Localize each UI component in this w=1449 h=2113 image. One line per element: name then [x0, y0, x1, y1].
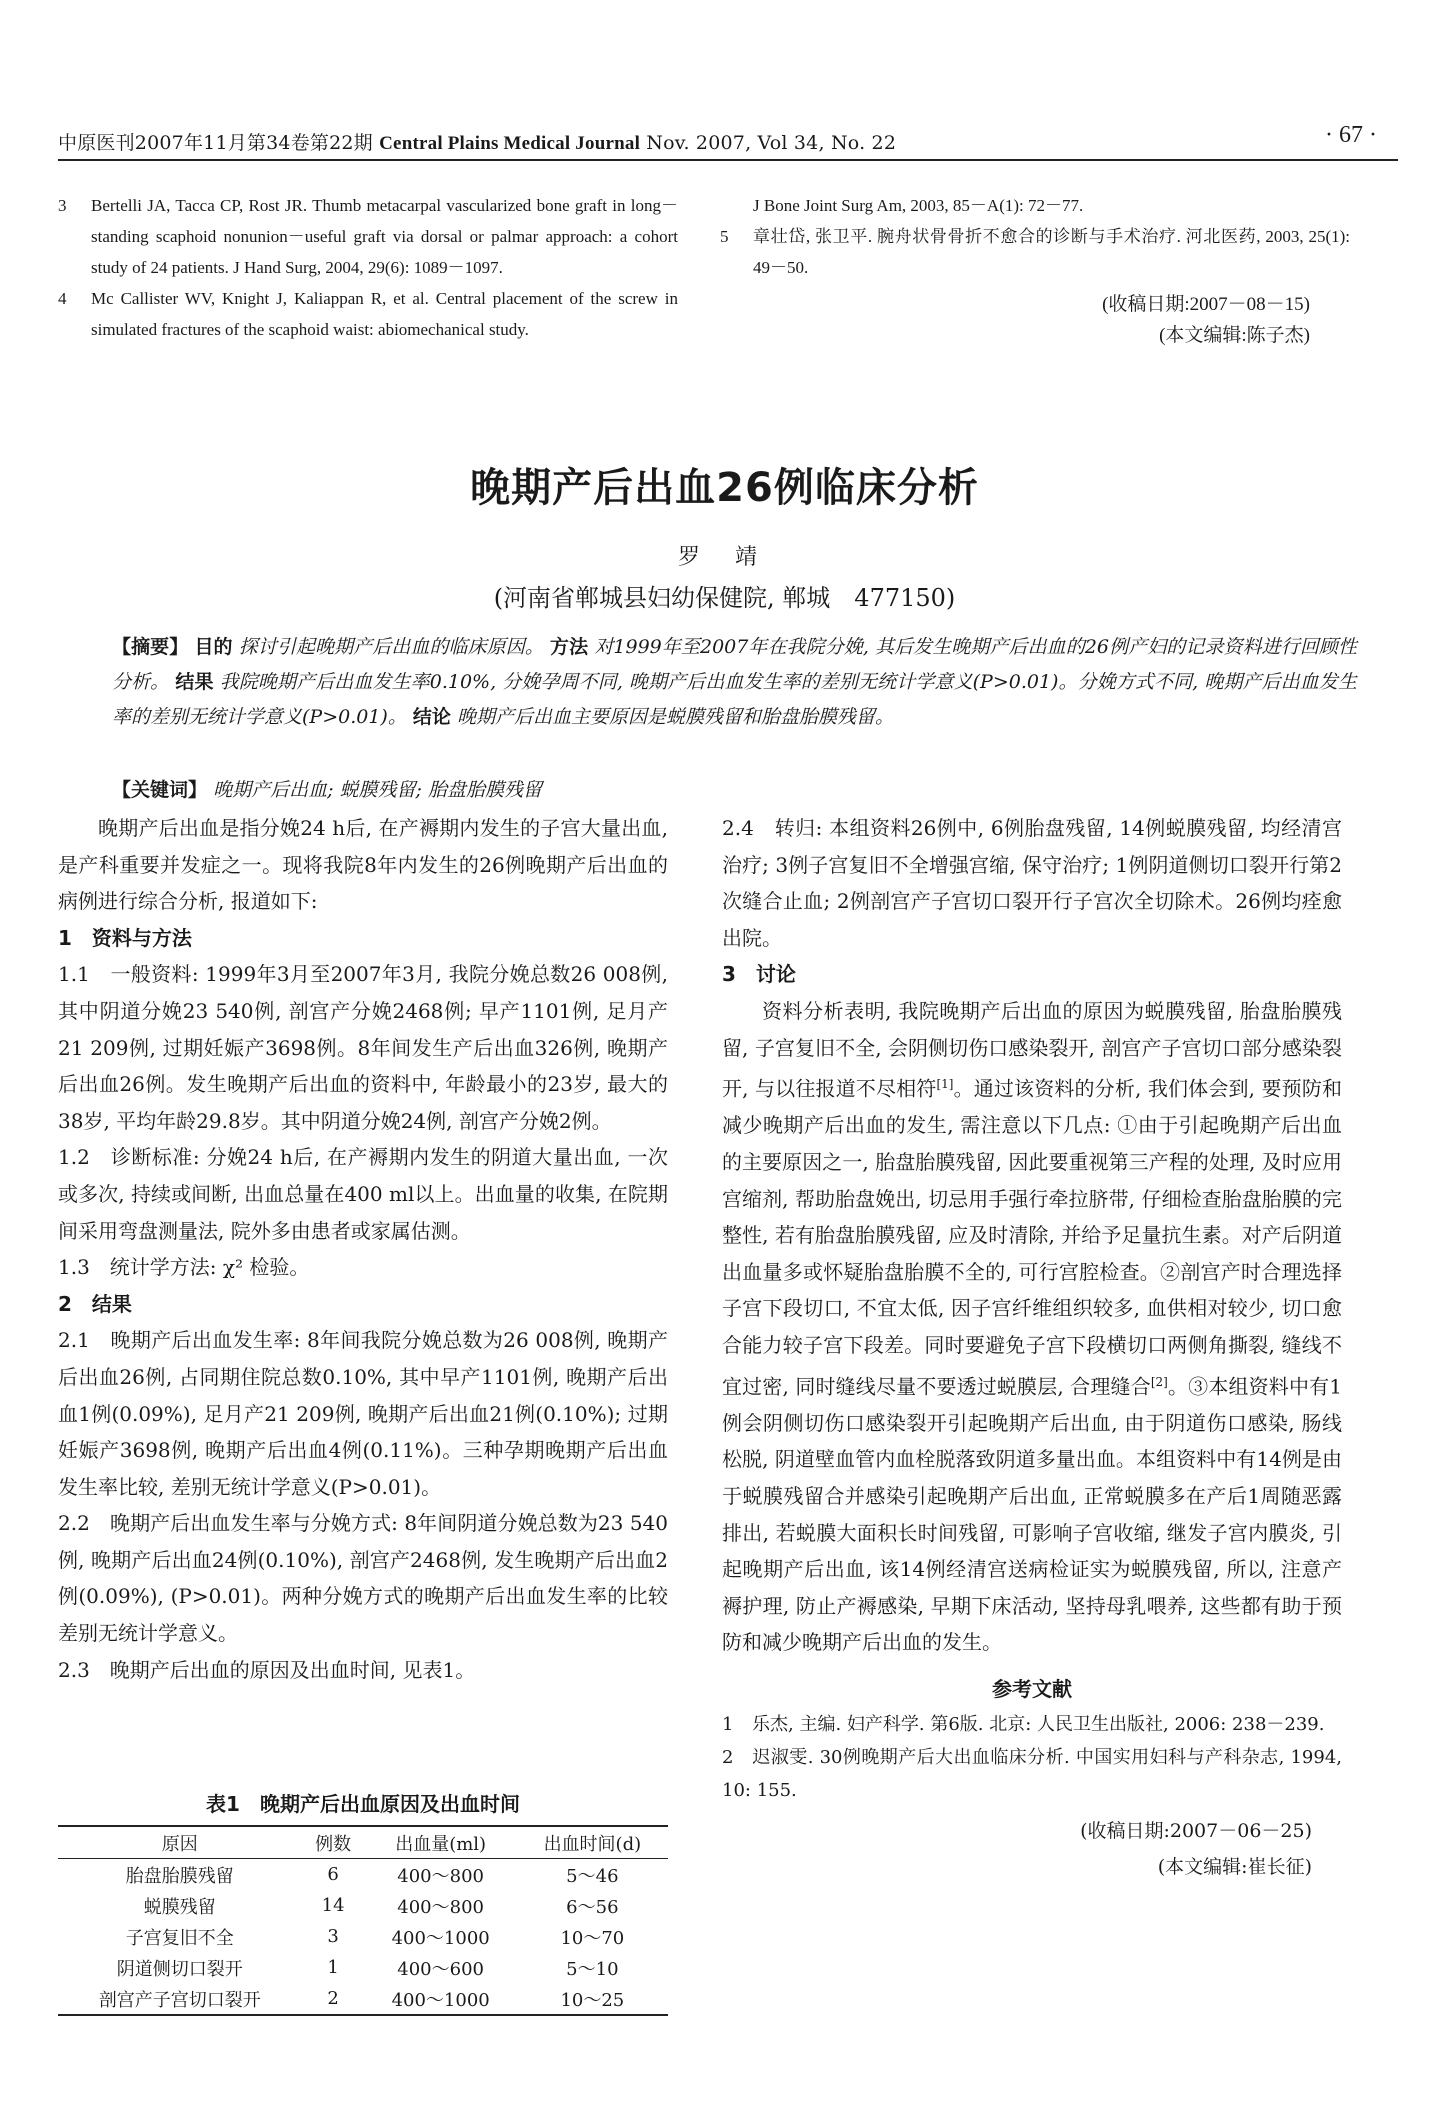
- keywords-label: 【关键词】: [112, 779, 208, 801]
- discussion-paragraph: 资料分析表明, 我院晚期产后出血的原因为蜕膜残留, 胎盘胎膜残留, 子宫复旧不全, 会阴侧切伤口感染裂开, 剖宫产子宫切口部分感染裂开, 与以往报道不尽相符[1]。通过该资料的分析, 我们体会到, 要预防和减少晚期产后出血的发生, 需注意以下几点: ①由于引起晚期产后出血的主要原因之一, 胎盘胎膜残留, 因此要重视第三产程的处理, 及时应用宫缩剂, 帮助胎盘娩出, 切忌用手强行牵拉脐带, 仔细检查胎盘胎膜的完整性, 若有胎盘胎膜残留, 应及时清除, 并给予足量抗生素。对产后阴道出血量多或怀疑胎盘胎膜不全的, 可行宫腔检查。②剖宫产时合理选择子宫下段切口, 不宜太低, 因子宫纤维组织较多, 血供相对较少, 切口愈合能力较子宫下段差。同时要避免子宫下段横切口两侧角撕裂, 缝线不宜过密, 同时缝线尽量不要透过蜕膜层, 合理缝合[2]。③本组资料中有1例会阴侧切伤口感染裂开引起晚期产后出血, 由于阴道伤口感染, 肠线松脱, 阴道壁血管内血栓脱落致阴道多量出血。本组资料中有14例是由于蜕膜残留合并感染引起晚期产后出血, 正常蜕膜多在产后1周随恶露排出, 若蜕膜大面积长时间残留, 可影响子宫收缩, 继发子宫内膜炎, 引起晚期产后出血, 该14例经清宫送病检证实为蜕膜残留, 所以, 注意产褥护理, 防止产褥感染, 早期下床活动, 坚持母乳喂养, 这些都有助于预防和减少晚期产后出血的发生。: [722, 998, 1342, 1655]
- abstract-methods-label: 方法: [550, 636, 589, 658]
- paragraph-2-3: 2.3 晚期产后出血的原因及出血时间, 见表1。: [58, 1657, 476, 1682]
- article-affiliation: (河南省郸城县妇幼保健院, 郸城 477150): [493, 584, 956, 612]
- keywords-text: 晚期产后出血; 蜕膜残留; 胎盘胎膜残留: [213, 779, 542, 801]
- journal-cn: 中原医刊2007年11月第34卷第22期: [58, 132, 373, 154]
- abstract-methods: 对1999年至2007年在我院分娩, 其后发生晚期产后出血的26例产妇的记录资料进行回顾性分析。: [112, 636, 1357, 693]
- paragraph-2-2: 2.2 晚期产后出血发生率与分娩方式: 8年间阴道分娩总数为23 540例, 晚期产后出血24例(0.10%), 剖宫产2468例, 发生晚期产后出血2例(0.09%), (P>0.01)。两种分娩方式的晚期产后出血发生率的比较差别无统计学意义。: [58, 1511, 668, 1646]
- page-number: · 67 ·: [1325, 122, 1377, 148]
- prev-refs-right: [720, 190, 1350, 351]
- table-cell: 6～56: [566, 1896, 619, 1918]
- table-cell: 400～1000: [391, 1989, 490, 2011]
- table-cell: 2: [327, 1988, 339, 2009]
- table-cell: 400～800: [397, 1896, 484, 1918]
- citation-1: [1]: [936, 1077, 954, 1092]
- table-row: [58, 1890, 668, 1921]
- received-date: (收稿日期:2007－06－25): [1080, 1819, 1312, 1842]
- abstract-objective-label: 目的: [194, 636, 233, 658]
- intro-paragraph: 晚期产后出血是指分娩24 h后, 在产褥期内发生的子宫大量出血, 是产科重要并发症之一。现将我院8年内发生的26例晚期产后出血的病例进行综合分析, 报道如下:: [58, 816, 668, 914]
- data-table: [58, 1825, 668, 2016]
- table-row: [58, 1983, 668, 2015]
- abstract-results-label: 结果: [175, 671, 214, 693]
- prev-refs-left: [58, 190, 678, 345]
- citation-2: [2]: [1150, 1374, 1168, 1389]
- paragraph-2-4: 2.4 转归: 本组资料26例中, 6例胎盘残留, 14例蜕膜残留, 均经清宫治疗; 3例子宫复旧不全增强宫缩, 保守治疗; 1例阴道侧切口裂开行第2次缝合止血; 2例剖宫产子宫切口裂开行子宫次全切除术。26例均痊愈出院。: [722, 816, 1342, 950]
- abstract: [112, 630, 1357, 735]
- table-header-row: [58, 1826, 668, 1859]
- article-title: 晚期产后出血26例临床分析: [470, 465, 979, 511]
- issue-en: Nov. 2007, Vol 34, No. 22: [646, 132, 897, 154]
- abstract-label: 【摘要】: [112, 636, 189, 658]
- table-cell: 子宫复旧不全: [125, 1927, 234, 1949]
- references-heading: 参考文献: [992, 1676, 1072, 1701]
- reference-item: 1 乐杰, 主编. 妇产科学. 第6版. 北京: 人民卫生出版社, 2006: 238－239.: [722, 1713, 1325, 1735]
- table-cell: 10～70: [560, 1927, 625, 1949]
- section-heading-methods: 1 资料与方法: [58, 925, 192, 950]
- paragraph-1-3: 1.3 统计学方法: χ² 检验。: [58, 1255, 310, 1280]
- table-header: 例数: [315, 1833, 352, 1855]
- article-author: 罗 靖: [678, 545, 771, 570]
- table-header: 出血量(ml): [395, 1833, 487, 1855]
- section-heading-discussion: 3 讨论: [722, 962, 796, 987]
- section-heading-results: 2 结果: [58, 1291, 132, 1316]
- abstract-objective: 探讨引起晚期产后出血的临床原因。: [238, 636, 544, 658]
- table-cell: 400～600: [397, 1958, 484, 1980]
- table-cell: 14: [321, 1895, 345, 1916]
- table-cell: 胎盘胎膜残留: [125, 1865, 234, 1887]
- table-row: [58, 1952, 668, 1983]
- right-column: [722, 810, 1342, 1886]
- table-cell: 蜕膜残留: [143, 1896, 216, 1918]
- paragraph-1-1: 1.1 一般资料: 1999年3月至2007年3月, 我院分娩总数26 008例, 其中阴道分娩23 540例, 剖宫产分娩2468例; 早产1101例, 足月产21 209例, 过期妊娠产3698例。8年间发生产后出血326例, 晚期产后出血26例。发生晚期产后出血的资料中, 年龄最小的23岁, 最大的38岁, 平均年龄29.8岁。其中阴道分娩24例, 剖宫产分娩2例。: [58, 962, 668, 1133]
- table-header: 原因: [161, 1833, 198, 1855]
- prev-ref-item: 3 Bertelli JA, Tacca CP, Rost JR. Thumb metacarpal vascularized bone graft in long－standing scaphoid nonunion－useful graft via dorsal or palmar approach: a cohort study of 24 patients. J Hand Surg, 2004, 29(6): 1089－1097.: [58, 196, 678, 277]
- table-cell: 6: [327, 1864, 339, 1885]
- prev-editor: (本文编辑:陈子杰): [1159, 325, 1310, 346]
- table-row: [58, 1859, 668, 1891]
- table-1: [58, 1788, 668, 2016]
- prev-ref-item: 5 章壮岱, 张卫平. 腕舟状骨骨折不愈合的诊断与手术治疗. 河北医药, 2003, 25(1): 49－50.: [720, 227, 1350, 277]
- abstract-conclusion: 晚期产后出血主要原因是蜕膜残留和胎盘胎膜残留。: [456, 706, 894, 728]
- table-cell: 5～10: [566, 1958, 619, 1980]
- running-header: [58, 128, 896, 155]
- prev-ref-item: J Bone Joint Surg Am, 2003, 85－A(1): 72－77.: [753, 196, 1084, 215]
- left-column: [58, 810, 668, 1688]
- prev-ref-item: 4 Mc Callister WV, Knight J, Kaliappan R, et al. Central placement of the screw in simulated fractures of the scaphoid waist: abiomechanical study.: [58, 289, 678, 339]
- reference-item: 2 迟淑雯. 30例晚期产后大出血临床分析. 中国实用妇科与产科杂志, 1994, 10: 155.: [722, 1746, 1342, 1801]
- paragraph-1-2: 1.2 诊断标准: 分娩24 h后, 在产褥期内发生的阴道大量出血, 一次或多次, 持续或间断, 出血总量在400 ml以上。出血量的收集, 在院期间采用弯盘测量法, 院外多由患者或家属估测。: [58, 1145, 668, 1243]
- table-cell: 400～800: [397, 1865, 484, 1887]
- journal-en: Central Plains Medical Journal: [379, 133, 641, 154]
- table-cell: 1: [327, 1957, 339, 1978]
- paragraph-2-1: 2.1 晚期产后出血发生率: 8年间我院分娩总数为26 008例, 晚期产后出血26例, 占同期住院总数0.10%, 其中早产1101例, 晚期产后出血1例(0.09%), 足月产21 209例, 晚期产后出血21例(0.10%); 过期妊娠产3698例, 晚期产后出血4例(0.11%)。三种孕期晚期产后出血发生率比较, 差别无统计学意义(P>0.01)。: [58, 1328, 668, 1499]
- table-cell: 400～1000: [391, 1927, 490, 1949]
- prev-received-date: (收稿日期:2007－08－15): [1102, 294, 1310, 315]
- table-cell: 3: [327, 1926, 339, 1947]
- table-row: [58, 1921, 668, 1952]
- table-title: 表1 晚期产后出血原因及出血时间: [206, 1792, 520, 1816]
- editor-note: (本文编辑:崔长征): [1157, 1856, 1312, 1879]
- table-cell: 10～25: [560, 1989, 625, 2011]
- abstract-conclusion-label: 结论: [412, 706, 451, 728]
- table-cell: 剖宫产子宫切口裂开: [98, 1989, 261, 2011]
- keywords: [112, 775, 1357, 802]
- header-rule: [58, 159, 1398, 161]
- table-header: 出血时间(d): [543, 1833, 642, 1855]
- table-cell: 阴道侧切口裂开: [116, 1958, 243, 1980]
- abstract-results: 我院晚期产后出血发生率0.10%, 分娩孕周不同, 晚期产后出血发生率的差别无统计学意义(P>0.01)。分娩方式不同, 晚期产后出血发生率的差别无统计学意义(P>0.01)。: [112, 671, 1357, 728]
- table-cell: 5～46: [566, 1865, 619, 1887]
